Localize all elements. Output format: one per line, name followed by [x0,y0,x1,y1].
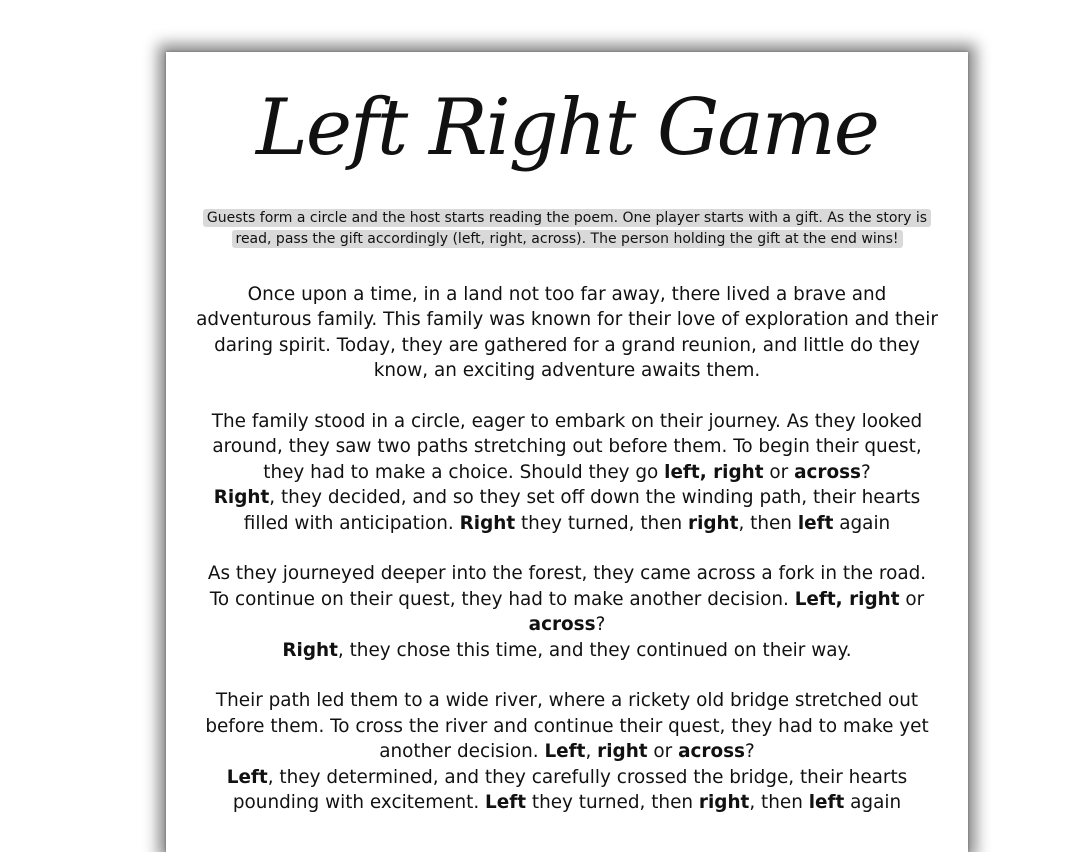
direction-word: right [597,741,648,763]
direction-word: Left [485,792,527,814]
text-run: , they decided, and so they set off down the winding path, their hearts filled with anticipation. [243,487,921,534]
direction-word: across [528,614,596,636]
text-run: ? [595,614,606,636]
text-run: or [763,461,795,483]
direction-word: Right [282,639,338,661]
text-run: ? [860,461,871,483]
page-title: Left Right Game [256,83,878,173]
text-run: The family stood in a circle, eager to embark on their journey. As they looked around, they saw two paths stretching out before them. To begin their quest, they had to make a choice. Should they go [211,411,923,483]
direction-word: Left [544,741,586,763]
document-page [166,52,968,852]
text-run: , then [738,512,798,534]
story-paragraph-2 [196,409,938,536]
direction-word: left [797,512,834,534]
story-paragraph-3 [196,561,938,663]
title-script [166,70,968,190]
story-text [196,282,938,841]
text-run: ? [745,741,755,763]
direction-word: Right [459,512,516,534]
instructions-text: Guests form a circle and the host starts reading the poem. One player starts with a gift. As the story is read, pass the gift accordingly (left, right, across). The person holding the gift at the end wins! [203,209,931,248]
text-run: , they determined, and they carefully crossed the bridge, their hearts pounding with excitement. [232,766,908,814]
text-run: or [647,741,679,763]
instructions-box [200,208,934,250]
direction-word: across [794,461,861,483]
text-run: , then [749,792,809,814]
direction-word: right [688,512,739,534]
direction-word: left [808,792,845,814]
direction-word: Left [226,766,268,788]
title-block [166,70,968,190]
text-run: or [899,588,925,610]
text-run: As they journeyed deeper into the forest, they came across a fork in the road. To continue on their quest, they had to make another decision. [207,563,927,610]
text-run: again [833,512,891,534]
direction-word: Right [213,487,270,509]
direction-word: across [678,741,746,763]
text-run: , they chose this time, and they continued on their way. [337,639,852,661]
story-paragraph-4 [196,688,938,815]
text-run: , [585,741,598,763]
story-paragraph-1: Once upon a time, in a land not too far away, there lived a brave and adventurous family. This family was known for their love of exploration and their daring spirit. Today, they are gathered for a grand reunion, and little do they know, an exciting adventure awaits them. [196,284,938,382]
direction-word: Left, right [794,588,900,610]
direction-word: left, right [664,461,764,483]
direction-word: right [698,792,750,814]
text-run: they turned, then [526,792,699,814]
text-run: Their path led them to a wide river, where a rickety old bridge stretched out before them. To cross the river and continue their quest, they had to make yet another decision. [205,690,929,763]
text-run: they turned, then [515,512,689,534]
text-run: again [844,792,902,814]
